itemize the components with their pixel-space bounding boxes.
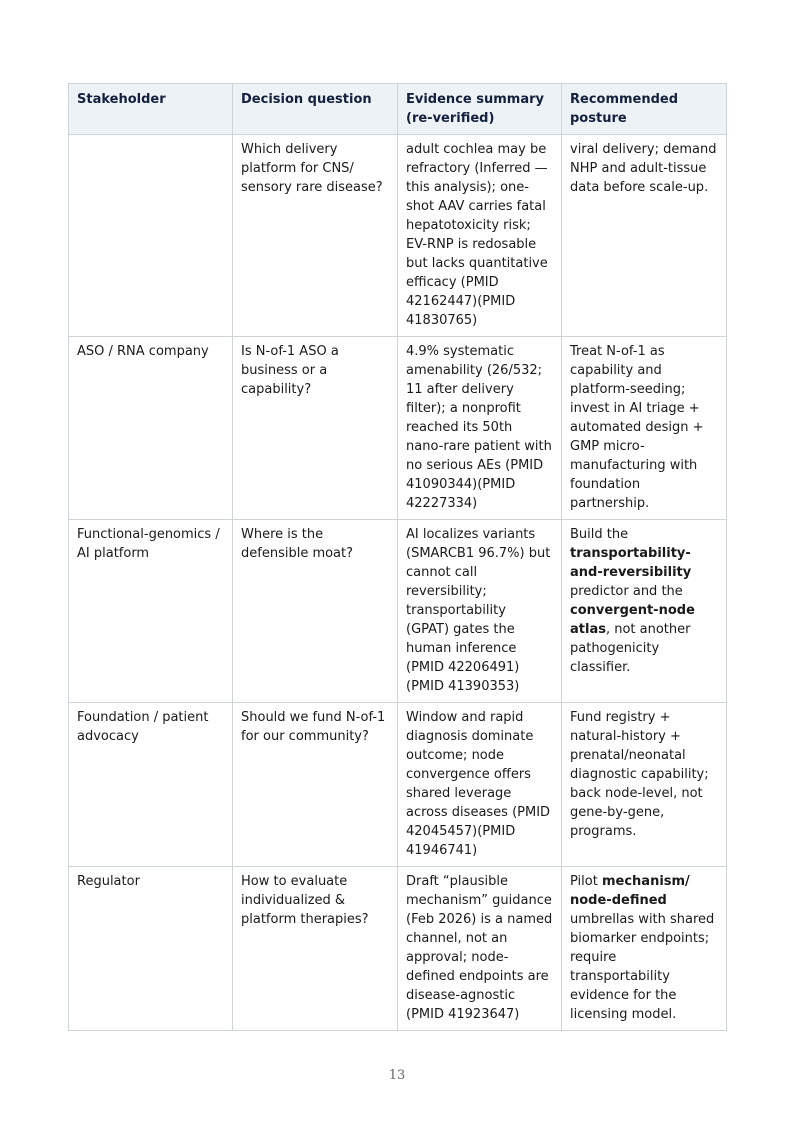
header-recommended-posture: Recommended posture (562, 84, 727, 135)
posture-text: viral delivery; demand NHP and adult-tissue data before scale-up. (570, 142, 717, 195)
posture-text: Fund registry + natural-history + prenatal/neonatal diagnostic capability; back node-level, not gene-by-gene, programs. (570, 710, 709, 839)
cell-stakeholder: Foundation / patient advocacy (69, 703, 233, 867)
posture-bold-text: transportability-and-reversibility (570, 546, 692, 580)
cell-stakeholder: Functional-genomics / AI platform (69, 520, 233, 703)
cell-posture (562, 703, 727, 867)
posture-text: umbrellas with shared biomarker endpoints; require transportability evidence for the licensing model. (570, 912, 715, 1022)
cell-evidence: 4.9% systematic amenability (26/532; 11 after delivery filter); a nonprofit reached its 50th nano-rare patient with no serious AEs (PMID 41090344)(PMID 42227334) (398, 337, 562, 520)
cell-evidence: Draft “plausible mechanism” guidance (Feb 2026) is a named channel, not an approval; node-defined endpoints are disease-agnostic (PMID 41923647) (398, 867, 562, 1031)
cell-posture (562, 337, 727, 520)
cell-stakeholder (69, 135, 233, 337)
cell-evidence: adult cochlea may be refractory (Inferred — this analysis); one-shot AAV carries fatal hepatotoxicity risk; EV-RNP is redosable but lacks quantitative efficacy (PMID 42162447)(PMID 41830765) (398, 135, 562, 337)
posture-text: predictor and the (570, 584, 683, 599)
posture-text: Build the (570, 527, 629, 542)
posture-text: Treat N-of-1 as capability and platform-seeding; invest in AI triage + automated design + GMP micro-manufacturing with foundation partnership. (570, 344, 704, 511)
header-evidence-summary: Evidence summary (re-verified) (398, 84, 562, 135)
stakeholder-table (68, 83, 727, 1031)
cell-question: Should we fund N-of-1 for our community? (233, 703, 398, 867)
header-stakeholder: Stakeholder (69, 84, 233, 135)
cell-question: How to evaluate individualized & platform therapies? (233, 867, 398, 1031)
table-row (69, 867, 727, 1031)
cell-posture (562, 867, 727, 1031)
table-header-row (69, 84, 727, 135)
cell-evidence: AI localizes variants (SMARCB1 96.7%) but cannot call reversibility; transportability (GPAT) gates the human inference (PMID 42206491)(PMID 41390353) (398, 520, 562, 703)
cell-question: Is N-of-1 ASO a business or a capability? (233, 337, 398, 520)
table-row (69, 520, 727, 703)
cell-posture (562, 520, 727, 703)
header-decision-question: Decision question (233, 84, 398, 135)
page-number: 13 (388, 1068, 406, 1083)
cell-question: Which delivery platform for CNS/ sensory rare disease? (233, 135, 398, 337)
posture-bold-text: mechanism/ node-defined (570, 874, 690, 908)
posture-text: Pilot (570, 874, 602, 889)
table-row (69, 703, 727, 867)
cell-question: Where is the defensible moat? (233, 520, 398, 703)
posture-bold-text: convergent-node atlas (570, 603, 695, 637)
posture-text: , not another pathogenicity classifier. (570, 622, 691, 675)
cell-evidence: Window and rapid diagnosis dominate outcome; node convergence offers shared leverage across diseases (PMID 42045457)(PMID 41946741) (398, 703, 562, 867)
table-row (69, 337, 727, 520)
cell-stakeholder: Regulator (69, 867, 233, 1031)
table-row (69, 135, 727, 337)
cell-stakeholder: ASO / RNA company (69, 337, 233, 520)
cell-posture (562, 135, 727, 337)
